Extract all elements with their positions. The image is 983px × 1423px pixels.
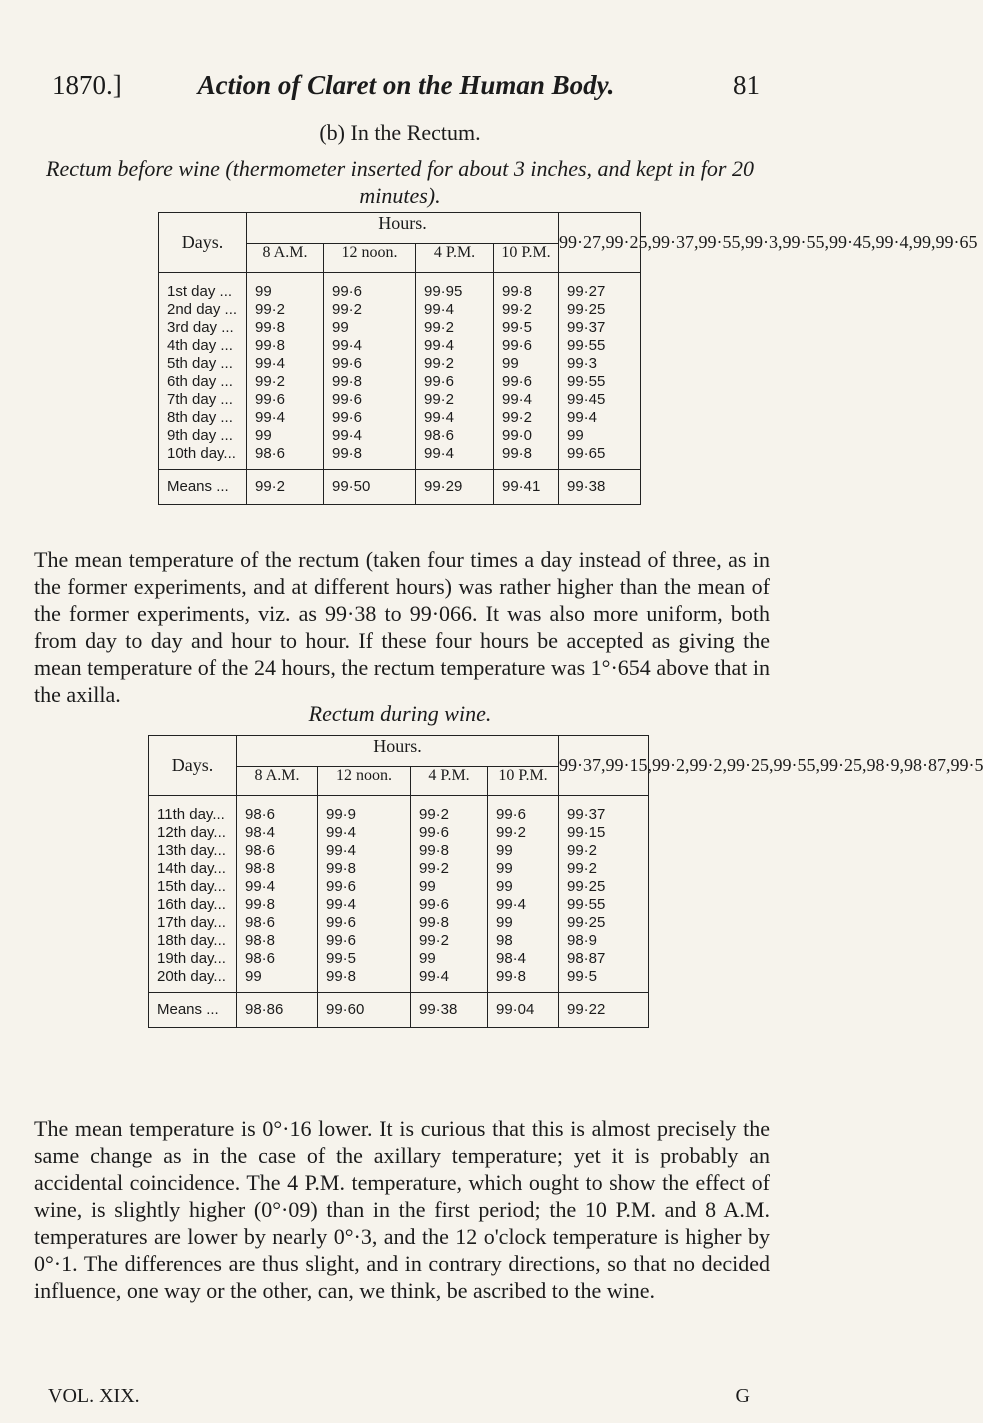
table-cell-value: 99·4 [567, 409, 598, 426]
table-cell-value: 99·2 [424, 319, 455, 336]
table-cell-value: 99·4 [255, 355, 286, 372]
table-cell-value: 98·6 [245, 914, 276, 931]
table-cell-value: 98·4 [245, 824, 276, 841]
table-cell-value: 99·2 [502, 301, 533, 318]
table-cell-value: 99·8 [419, 914, 450, 931]
table-cell-value: 99·2 [419, 806, 450, 823]
table-cell-value: 99·2 [332, 301, 363, 318]
table-cell-value: 99·6 [326, 914, 357, 931]
table-cell-value: 98·8 [245, 932, 276, 949]
table-cell-value: 99·9 [326, 806, 357, 823]
table-cell-value: 99·45 [567, 391, 606, 408]
table-cell-value: 99·8 [419, 842, 450, 859]
table-cell-value: 99·0 [502, 427, 533, 444]
table-cell-value: 99·8 [502, 283, 533, 300]
values-12noon-cell [324, 273, 416, 470]
table-cell-value: 99·4 [424, 337, 455, 354]
table-cell-value: 99·8 [326, 968, 357, 985]
values-mean-cell [559, 796, 649, 993]
table-cell-value: 10th day... [167, 445, 236, 462]
table-cell-value: 99·8 [332, 445, 363, 462]
mean-12noon: 99·60 [318, 993, 411, 1028]
values-4pm-cell [411, 796, 488, 993]
table-cell-value: 99·6 [255, 391, 286, 408]
table-cell-value: 99·6 [326, 932, 357, 949]
values-8am-cell [247, 273, 324, 470]
values-mean-cell [559, 273, 641, 470]
table-cell-value: 99·4 [255, 409, 286, 426]
table-cell-value: 98·6 [245, 842, 276, 859]
mean-12noon: 99·50 [324, 470, 416, 505]
days-cell [159, 273, 247, 470]
table-cell-value: 12th day... [157, 824, 226, 841]
table-cell-value: 99·4 [419, 968, 450, 985]
table-cell-value: 99·6 [502, 373, 533, 390]
values-8am-cell [237, 796, 318, 993]
table-cell-value: 99·2 [424, 355, 455, 372]
table-cell-value: 99·37 [567, 319, 606, 336]
hour-header-10pm: 10 P.M. [494, 244, 559, 273]
table-cell-value: 99·8 [502, 445, 533, 462]
running-head [52, 70, 760, 110]
table-cell-value: 99·4 [332, 337, 363, 354]
table-cell-value: 99·6 [332, 355, 363, 372]
table-cell-value: 99·6 [332, 391, 363, 408]
table-cell-value: 99·8 [326, 860, 357, 877]
table-cell-value: 99·4 [326, 896, 357, 913]
table-cell-value: 99·2 [419, 860, 450, 877]
values-4pm-cell [416, 273, 494, 470]
values-12noon-cell [318, 796, 411, 993]
mean-4pm: 99·38 [411, 993, 488, 1028]
table-cell-value: 5th day ... [167, 355, 233, 372]
mean-4pm: 99·29 [416, 470, 494, 505]
table-rectum-during-wine [148, 735, 983, 1028]
table-cell-value: 99 [255, 427, 272, 444]
table-cell-value: 2nd day ... [167, 301, 238, 318]
paragraph-1: The mean temperature of the rectum (taken four times a day instead of three, as in the former experiments, and at different hours) was rather higher than the mean of the former experiments, viz. as 99·38 to 99·066. It was also more uniform, both from day to day and hour to hour. If these four hours be accepted as giving the mean temperature of the 24 hours, the rectum temperature was 1°·654 above that in the axilla. [34, 547, 770, 707]
table-cell-value: 99·55 [567, 896, 606, 913]
table-cell-value: 99 [502, 355, 519, 372]
table-cell-value: 99·6 [332, 409, 363, 426]
table-cell-value: 99·4 [245, 878, 276, 895]
signature-mark: G [735, 1385, 750, 1407]
table-cell-value: 16th day... [157, 896, 226, 913]
table-cell-value: 98 [496, 932, 513, 949]
table-cell-value: 99·2 [255, 373, 286, 390]
table-cell-value: 99 [496, 914, 513, 931]
hours-column-header: Hours. [247, 213, 559, 244]
running-head-title: Action of Claret on the Human Body. [197, 70, 615, 100]
mean-column-header: 99·27,99·25,99·37,99·55,99·3,99·55,99·45,99·4,99,99·65 [559, 213, 641, 273]
table-cell-value: 99 [419, 950, 436, 967]
means-label: Means ... [159, 470, 247, 505]
table-cell-value: 99·3 [567, 355, 598, 372]
table-cell-value: 3rd day ... [167, 319, 234, 336]
table-cell-value: 7th day ... [167, 391, 233, 408]
values-10pm-cell [488, 796, 559, 993]
table-cell-value: 99·8 [496, 968, 527, 985]
table-cell-value: 98·6 [245, 950, 276, 967]
table-cell-value: 99 [496, 842, 513, 859]
table-cell-value: 99·4 [326, 824, 357, 841]
table-cell-value: 99 [245, 968, 262, 985]
table-cell-value: 99·6 [332, 283, 363, 300]
table-cell-value: 98·6 [255, 445, 286, 462]
table-cell-value: 99·6 [502, 337, 533, 354]
means-label: Means ... [149, 993, 237, 1028]
table-cell-value: 14th day... [157, 860, 226, 877]
table-cell-value: 17th day... [157, 914, 226, 931]
hour-header-12noon: 12 noon. [318, 767, 411, 796]
table-cell-value: 99·95 [424, 283, 463, 300]
hour-header-4pm: 4 P.M. [411, 767, 488, 796]
hours-column-header: Hours. [237, 736, 559, 767]
table-cell-value: 99·4 [502, 391, 533, 408]
days-cell [149, 796, 237, 993]
table-cell-value: 99·25 [567, 301, 606, 318]
table-cell-value: 99 [496, 878, 513, 895]
table-cell-value: 99·2 [255, 301, 286, 318]
table-cell-value: 99·4 [424, 445, 455, 462]
mean-10pm: 99·41 [494, 470, 559, 505]
table-cell-value: 13th day... [157, 842, 226, 859]
table-cell-value: 8th day ... [167, 409, 233, 426]
values-10pm-cell [494, 273, 559, 470]
table-cell-value: 98·9 [567, 932, 598, 949]
table-cell-value: 99·15 [567, 824, 606, 841]
table-cell-value: 15th day... [157, 878, 226, 895]
table2-caption: Rectum during wine. [308, 701, 492, 726]
mean-8am: 98·86 [237, 993, 318, 1028]
table-cell-value: 99·6 [424, 373, 455, 390]
table-cell-value: 99·2 [567, 842, 598, 859]
table-cell-value: 99·2 [567, 860, 598, 877]
table-cell-value: 1st day ... [167, 283, 233, 300]
table-cell-value: 99·6 [496, 806, 527, 823]
mean-8am: 99·2 [247, 470, 324, 505]
table-cell-value: 99·6 [419, 896, 450, 913]
table-cell-value: 99·2 [424, 391, 455, 408]
table-cell-value: 9th day ... [167, 427, 233, 444]
table-cell-value: 98·4 [496, 950, 527, 967]
volume-label: VOL. XIX. [48, 1385, 140, 1407]
table-cell-value: 98·87 [567, 950, 606, 967]
table-rectum-before-wine [158, 212, 978, 505]
table-cell-value: 99·25 [567, 878, 606, 895]
mean-of-means: 99·38 [559, 470, 641, 505]
table-cell-value: 99·37 [567, 806, 606, 823]
table-cell-value: 98·8 [245, 860, 276, 877]
table-cell-value: 99·4 [326, 842, 357, 859]
mean-column-header: 99·37,99·15,99·2,99·2,99·25,99·55,99·25,98·9,98·87,99·5 [559, 736, 649, 796]
table-cell-value: 99·4 [496, 896, 527, 913]
table-cell-value: 99·25 [567, 914, 606, 931]
table-cell-value: 6th day ... [167, 373, 233, 390]
table-cell-value: 99 [496, 860, 513, 877]
table-cell-value: 99·4 [332, 427, 363, 444]
table1-caption: Rectum before wine (thermometer inserted for about 3 inches, and kept in for 20 minutes). [46, 156, 754, 208]
table-cell-value: 99·8 [255, 319, 286, 336]
table-cell-value: 99·5 [326, 950, 357, 967]
table-cell-value: 99·8 [255, 337, 286, 354]
table-cell-value: 98·6 [245, 806, 276, 823]
table-cell-value: 99·2 [502, 409, 533, 426]
table-cell-value: 99 [332, 319, 349, 336]
table-cell-value: 99·27 [567, 283, 606, 300]
page-number: 81 [733, 70, 760, 100]
page-footer [48, 1385, 750, 1411]
table-cell-value: 99 [419, 878, 436, 895]
hour-header-8am: 8 A.M. [247, 244, 324, 273]
paragraph-2: The mean temperature is 0°·16 lower. It is curious that this is almost precisely the same change as in the case of the axillary temperature; yet it is probably an accidental coincidence. The 4 P.M. temperature, which ought to show the effect of wine, is slightly higher (0°·09) than in the first period; the 10 P.M. and 8 A.M. temperatures are lower by nearly 0°·3, and the 12 o'clock temperature is higher by 0°·1. The differences are thus slight, and in contrary directions, so that no decided influence, one way or the other, can, we think, be ascribed to the wine. [34, 1116, 770, 1303]
hour-header-8am: 8 A.M. [237, 767, 318, 796]
table-cell-value: 4th day ... [167, 337, 233, 354]
table-cell-value: 19th day... [157, 950, 226, 967]
hour-header-4pm: 4 P.M. [416, 244, 494, 273]
table-cell-value: 99·2 [419, 932, 450, 949]
running-head-year: 1870.] [52, 70, 122, 100]
mean-10pm: 99·04 [488, 993, 559, 1028]
table-cell-value: 20th day... [157, 968, 226, 985]
days-column-header: Days. [149, 736, 237, 796]
table-cell-value: 99·2 [496, 824, 527, 841]
table-cell-value: 99·5 [502, 319, 533, 336]
table-cell-value: 99·6 [419, 824, 450, 841]
days-column-header: Days. [159, 213, 247, 273]
table-cell-value: 99·4 [424, 409, 455, 426]
table-cell-value: 99 [567, 427, 584, 444]
table-cell-value: 99·8 [332, 373, 363, 390]
table-cell-value: 99 [255, 283, 272, 300]
table-cell-value: 99·5 [567, 968, 598, 985]
table-cell-value: 18th day... [157, 932, 226, 949]
section-heading: (b) In the Rectum. [319, 120, 481, 145]
table-cell-value: 99·4 [424, 301, 455, 318]
table-cell-value: 98·6 [424, 427, 455, 444]
table-cell-value: 99·6 [326, 878, 357, 895]
table-cell-value: 99·8 [245, 896, 276, 913]
table-cell-value: 99·65 [567, 445, 606, 462]
hour-header-12noon: 12 noon. [324, 244, 416, 273]
mean-of-means: 99·22 [559, 993, 649, 1028]
hour-header-10pm: 10 P.M. [488, 767, 559, 796]
table-cell-value: 99·55 [567, 373, 606, 390]
table-cell-value: 11th day... [157, 806, 225, 823]
table-cell-value: 99·55 [567, 337, 606, 354]
